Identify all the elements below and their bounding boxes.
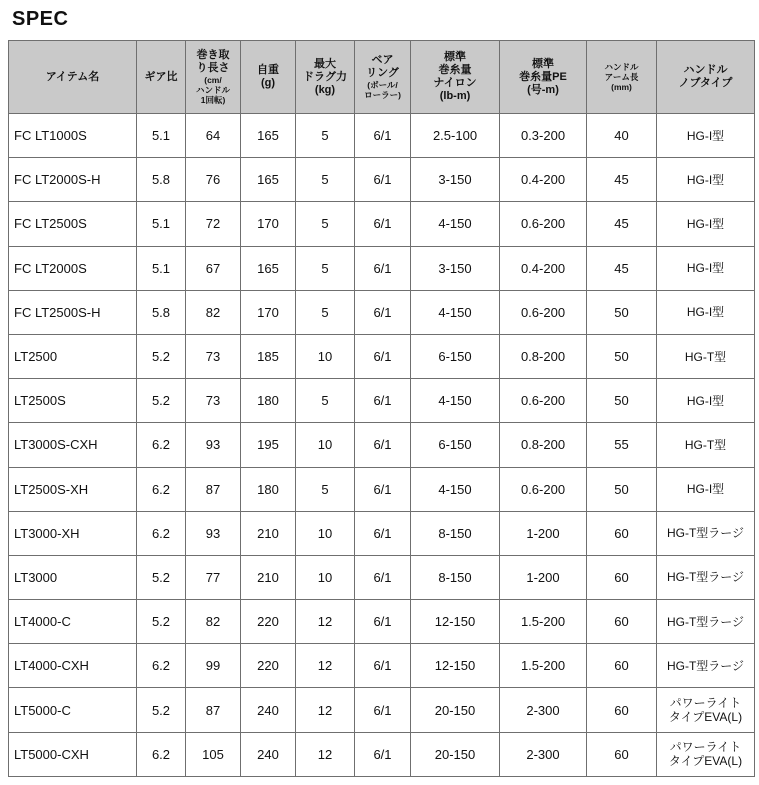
handle-arm-cell: 50 [587,467,657,511]
table-row [9,379,755,423]
pe-capacity-cell: 1-200 [500,555,587,599]
table-row [9,158,755,202]
knob-type-cell [657,467,755,511]
max-drag-cell: 10 [296,334,355,378]
column-header-line: ノブタイプ [678,77,733,89]
handle-arm-cell: 50 [587,290,657,334]
knob-type-cell [657,732,755,776]
table-row [9,114,755,158]
max-drag-cell: 5 [296,379,355,423]
gear-ratio-cell: 5.1 [137,246,186,290]
column-header [186,41,241,114]
retrieve-length-cell: 82 [186,600,241,644]
nylon-capacity-cell: 12-150 [411,600,500,644]
max-drag-cell: 5 [296,290,355,334]
pe-capacity-cell: 1-200 [500,511,587,555]
gear-ratio-cell: 5.8 [137,158,186,202]
weight-cell: 210 [241,511,296,555]
nylon-capacity-cell: 20-150 [411,688,500,732]
retrieve-length-cell: 105 [186,732,241,776]
table-row [9,644,755,688]
bearing-cell: 6/1 [355,511,411,555]
max-drag-cell: 5 [296,246,355,290]
pe-capacity-cell: 2-300 [500,732,587,776]
handle-arm-cell: 45 [587,158,657,202]
nylon-capacity-cell: 4-150 [411,467,500,511]
handle-arm-cell: 50 [587,379,657,423]
max-drag-cell: 10 [296,555,355,599]
item-name-cell: LT2500 [9,334,137,378]
bearing-cell: 6/1 [355,158,411,202]
pe-capacity-cell: 0.6-200 [500,290,587,334]
retrieve-length-cell: 72 [186,202,241,246]
column-header-line: ギア比 [144,70,178,83]
gear-ratio-cell: 5.1 [137,202,186,246]
max-drag-cell: 5 [296,202,355,246]
nylon-capacity-cell: 20-150 [411,732,500,776]
handle-arm-cell: 60 [587,732,657,776]
weight-cell: 220 [241,644,296,688]
retrieve-length-cell: 99 [186,644,241,688]
bearing-cell: 6/1 [355,202,411,246]
column-header-line: ベア [371,54,394,66]
nylon-capacity-cell: 8-150 [411,511,500,555]
column-header-line: 巻き取 [196,49,230,61]
column-header [411,41,500,114]
column-header-line: 標準 [444,51,466,63]
knob-type-cell [657,644,755,688]
knob-type-cell [657,423,755,467]
bearing-cell: 6/1 [355,467,411,511]
nylon-capacity-cell: 6-150 [411,423,500,467]
bearing-cell: 6/1 [355,334,411,378]
retrieve-length-cell: 87 [186,688,241,732]
table-row [9,732,755,776]
handle-arm-cell: 40 [587,114,657,158]
knob-type-cell [657,246,755,290]
max-drag-cell: 5 [296,158,355,202]
max-drag-cell: 10 [296,423,355,467]
gear-ratio-cell: 6.2 [137,511,186,555]
retrieve-length-cell: 77 [186,555,241,599]
knob-type-line: HG-T型 [684,349,727,364]
bearing-cell: 6/1 [355,246,411,290]
column-header [657,41,755,114]
nylon-capacity-cell: 3-150 [411,158,500,202]
column-header [137,41,186,114]
item-name-cell: LT3000-XH [9,511,137,555]
nylon-capacity-cell: 4-150 [411,202,500,246]
table-row [9,688,755,732]
handle-arm-cell: 60 [587,644,657,688]
knob-type-cell [657,379,755,423]
gear-ratio-cell: 5.2 [137,555,186,599]
item-name-cell: LT2500S-XH [9,467,137,511]
pe-capacity-cell: 0.6-200 [500,202,587,246]
pe-capacity-cell: 0.3-200 [500,114,587,158]
nylon-capacity-cell: 3-150 [411,246,500,290]
table-row [9,423,755,467]
max-drag-cell: 12 [296,732,355,776]
table-body [9,114,755,777]
retrieve-length-cell: 93 [186,423,241,467]
handle-arm-cell: 60 [587,600,657,644]
pe-capacity-cell: 0.4-200 [500,158,587,202]
retrieve-length-cell: 76 [186,158,241,202]
knob-type-line: HG-I型 [686,261,725,276]
bearing-cell: 6/1 [355,114,411,158]
nylon-capacity-cell: 4-150 [411,290,500,334]
weight-cell: 165 [241,158,296,202]
item-name-cell: LT5000-C [9,688,137,732]
max-drag-cell: 5 [296,114,355,158]
column-header [587,41,657,114]
table-row [9,246,755,290]
item-name-cell: FC LT2000S [9,246,137,290]
knob-type-cell [657,202,755,246]
item-name-cell: FC LT2500S-H [9,290,137,334]
column-header [9,41,137,114]
bearing-cell: 6/1 [355,555,411,599]
pe-capacity-cell: 1.5-200 [500,644,587,688]
retrieve-length-cell: 93 [186,511,241,555]
pe-capacity-cell: 1.5-200 [500,600,587,644]
column-header-line: 自重 [257,64,279,76]
knob-type-cell [657,511,755,555]
knob-type-cell [657,334,755,378]
column-header-line: (号-m) [527,83,559,96]
weight-cell: 210 [241,555,296,599]
column-header-line: ナイロン [433,77,477,89]
weight-cell: 165 [241,246,296,290]
table-row [9,511,755,555]
weight-cell: 165 [241,114,296,158]
column-header-line: アイテム名 [45,70,100,83]
column-header [500,41,587,114]
weight-cell: 240 [241,688,296,732]
gear-ratio-cell: 6.2 [137,644,186,688]
bearing-cell: 6/1 [355,423,411,467]
weight-cell: 170 [241,290,296,334]
retrieve-length-cell: 67 [186,246,241,290]
bearing-cell: 6/1 [355,688,411,732]
column-header-line: (lb-m) [439,90,471,102]
gear-ratio-cell: 6.2 [137,732,186,776]
knob-type-line: HG-T型ラージ [666,526,745,541]
bearing-cell: 6/1 [355,600,411,644]
table-row [9,334,755,378]
handle-arm-cell: 50 [587,334,657,378]
column-header-line: 最大 [314,57,336,70]
column-header-line: ハンドル [683,64,728,76]
retrieve-length-cell: 82 [186,290,241,334]
max-drag-cell: 12 [296,600,355,644]
table-row [9,290,755,334]
gear-ratio-cell: 5.2 [137,688,186,732]
page-title: SPEC [12,8,69,30]
column-header-line: (kg) [314,83,336,96]
knob-type-cell [657,600,755,644]
knob-type-line: HG-I型 [686,482,725,497]
table-row [9,467,755,511]
column-header [241,41,296,114]
column-header-note: アーム長 [604,72,639,82]
weight-cell: 195 [241,423,296,467]
item-name-cell: LT4000-CXH [9,644,137,688]
weight-cell: 180 [241,379,296,423]
max-drag-cell: 10 [296,511,355,555]
knob-type-line: パワーライト [669,696,742,711]
column-header-note: ハンドル [604,62,639,72]
pe-capacity-cell: 0.8-200 [500,334,587,378]
table-row [9,600,755,644]
handle-arm-cell: 55 [587,423,657,467]
weight-cell: 220 [241,600,296,644]
knob-type-line: HG-I型 [686,393,725,408]
pe-capacity-cell: 0.6-200 [500,379,587,423]
knob-type-line: HG-T型ラージ [666,658,745,673]
item-name-cell: LT3000 [9,555,137,599]
pe-capacity-cell: 2-300 [500,688,587,732]
column-header-line: 標準 [532,57,554,70]
pe-capacity-cell: 0.8-200 [500,423,587,467]
knob-type-line: HG-I型 [686,172,725,187]
gear-ratio-cell: 5.8 [137,290,186,334]
item-name-cell: LT2500S [9,379,137,423]
column-header-line: 巻糸量PE [519,70,567,83]
handle-arm-cell: 45 [587,246,657,290]
column-header-line: (g) [260,77,276,89]
pe-capacity-cell: 0.4-200 [500,246,587,290]
column-header-line: ドラグ力 [303,70,347,83]
nylon-capacity-cell: 2.5-100 [411,114,500,158]
knob-type-cell [657,290,755,334]
column-header-note: 1回転) [200,95,226,105]
weight-cell: 240 [241,732,296,776]
gear-ratio-cell: 5.2 [137,334,186,378]
item-name-cell: LT5000-CXH [9,732,137,776]
bearing-cell: 6/1 [355,379,411,423]
knob-type-cell [657,688,755,732]
item-name-cell: FC LT2500S [9,202,137,246]
gear-ratio-cell: 6.2 [137,467,186,511]
table-row [9,202,755,246]
knob-type-cell [657,158,755,202]
gear-ratio-cell: 5.2 [137,379,186,423]
nylon-capacity-cell: 6-150 [411,334,500,378]
handle-arm-cell: 45 [587,202,657,246]
nylon-capacity-cell: 4-150 [411,379,500,423]
knob-type-cell [657,114,755,158]
weight-cell: 170 [241,202,296,246]
retrieve-length-cell: 73 [186,334,241,378]
knob-type-line: タイプEVA(L) [668,710,743,725]
nylon-capacity-cell: 12-150 [411,644,500,688]
item-name-cell: LT3000S-CXH [9,423,137,467]
bearing-cell: 6/1 [355,290,411,334]
handle-arm-cell: 60 [587,688,657,732]
item-name-cell: FC LT1000S [9,114,137,158]
gear-ratio-cell: 5.1 [137,114,186,158]
column-header-line: 巻糸量 [438,64,472,76]
column-header-note: ローラー) [364,90,401,100]
knob-type-line: HG-I型 [686,216,725,231]
bearing-cell: 6/1 [355,732,411,776]
column-header [355,41,411,114]
column-header-line: り長さ [196,62,230,74]
weight-cell: 185 [241,334,296,378]
knob-type-cell [657,555,755,599]
item-name-cell: FC LT2000S-H [9,158,137,202]
max-drag-cell: 12 [296,688,355,732]
max-drag-cell: 5 [296,467,355,511]
column-header-note: (mm) [611,82,632,92]
retrieve-length-cell: 87 [186,467,241,511]
column-header [296,41,355,114]
spec-table [8,40,755,777]
column-header-note: (cm/ [204,75,222,85]
retrieve-length-cell: 64 [186,114,241,158]
table-row [9,555,755,599]
knob-type-line: HG-T型ラージ [666,614,745,629]
header-row [9,41,755,114]
knob-type-line: HG-T型 [684,437,727,452]
weight-cell: 180 [241,467,296,511]
gear-ratio-cell: 5.2 [137,600,186,644]
pe-capacity-cell: 0.6-200 [500,467,587,511]
knob-type-line: HG-T型ラージ [666,570,745,585]
knob-type-line: タイプEVA(L) [668,754,743,769]
retrieve-length-cell: 73 [186,379,241,423]
max-drag-cell: 12 [296,644,355,688]
nylon-capacity-cell: 8-150 [411,555,500,599]
item-name-cell: LT4000-C [9,600,137,644]
column-header-note: ハンドル [195,85,230,95]
handle-arm-cell: 60 [587,555,657,599]
knob-type-line: パワーライト [669,740,742,755]
knob-type-line: HG-I型 [686,305,725,320]
handle-arm-cell: 60 [587,511,657,555]
knob-type-line: HG-I型 [686,128,725,143]
bearing-cell: 6/1 [355,644,411,688]
gear-ratio-cell: 6.2 [137,423,186,467]
column-header-line: リング [366,67,399,79]
column-header-note: (ボール/ [367,80,398,90]
